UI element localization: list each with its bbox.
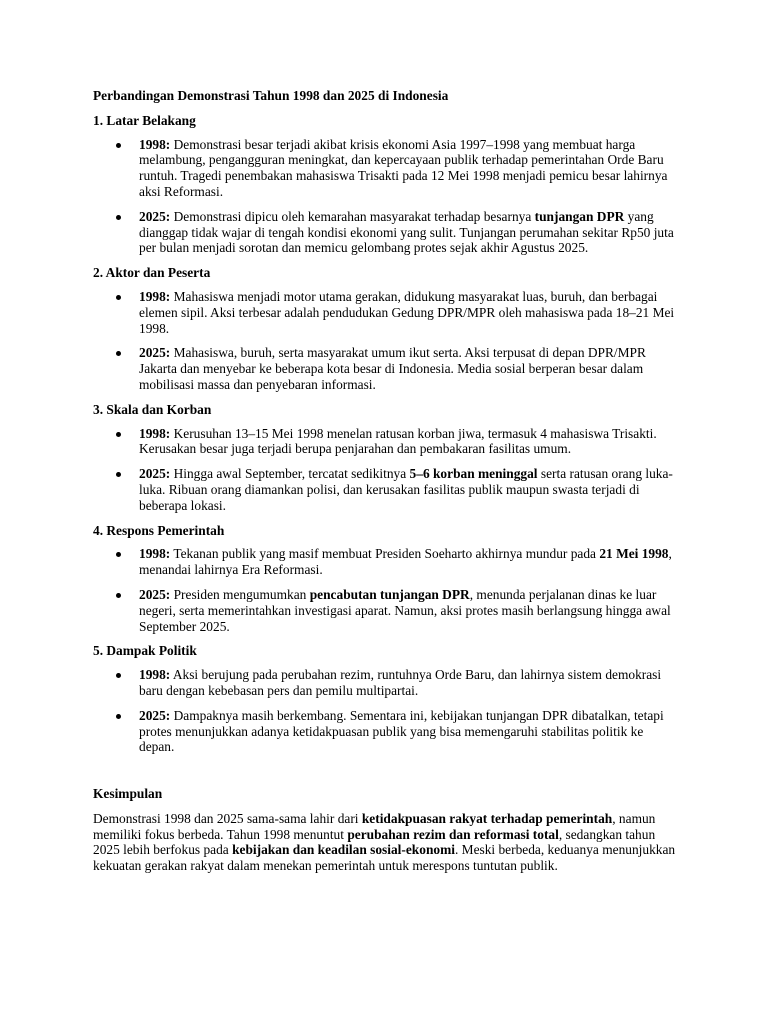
bullet-icon bbox=[116, 351, 121, 356]
bullet-item bbox=[93, 466, 678, 513]
text-run: Hingga awal September, tercatat sedikitnya bbox=[170, 466, 410, 482]
bullet-icon bbox=[116, 714, 121, 719]
text-run: . Meski berbeda, keduanya menunjukkan kekuatan gerakan rakyat dalam menekan pemerintah untuk merespons tuntutan publik. bbox=[93, 842, 676, 874]
bullet-list bbox=[93, 667, 678, 755]
bold-text-run: kebijakan dan keadilan sosial-ekonomi bbox=[232, 842, 455, 858]
text-run: , sedangkan tahun 2025 lebih berfokus pada bbox=[93, 826, 656, 858]
bullet-item bbox=[93, 546, 678, 578]
text-run: Demonstrasi 1998 dan 2025 sama-sama lahir dari bbox=[93, 810, 362, 826]
bullet-item bbox=[93, 289, 678, 336]
text-run: Dampaknya masih berkembang. Sementara ini, kebijakan tunjangan DPR dibatalkan, tetapi protes menunjukkan adanya ketidakpuasan publik yang bisa memengaruhi stabilitas politik ke depan. bbox=[139, 707, 664, 755]
bullet-item bbox=[93, 426, 678, 458]
year-label: 2025: bbox=[139, 345, 171, 361]
bullet-item bbox=[93, 137, 678, 200]
text-run: serta ratusan orang luka-luka. Ribuan orang diamankan polisi, dan kerusakan fasilitas publik maupun swasta terjadi di beberapa lokasi. bbox=[139, 466, 673, 513]
text-run: Tekanan publik yang masif membuat Presiden Soeharto akhirnya mundur pada bbox=[170, 546, 600, 562]
bullet-icon bbox=[116, 432, 121, 437]
text-run: Demonstrasi dipicu oleh kemarahan masyarakat terhadap besarnya bbox=[170, 208, 535, 224]
bold-text-run: 21 Mei 1998 bbox=[599, 546, 669, 562]
bullet-icon bbox=[116, 472, 121, 477]
document-page bbox=[93, 88, 678, 874]
bullet-icon bbox=[116, 143, 121, 148]
text-run: , menunda perjalanan dinas ke luar negeri, serta memerintahkan investigasi aparat. Namun, aksi protes masih berlangsung hingga awal September 2025. bbox=[139, 586, 671, 634]
bullet-item bbox=[93, 209, 678, 256]
year-label: 2025: bbox=[139, 707, 171, 723]
year-label: 2025: bbox=[139, 208, 171, 224]
section-heading: 5. Dampak Politik bbox=[93, 643, 197, 659]
year-label: 1998: bbox=[139, 546, 171, 562]
text-run: Mahasiswa menjadi motor utama gerakan, didukung masyarakat luas, buruh, dan berbagai elemen sipil. Aksi terbesar adalah pendudukan Gedung DPR/MPR oleh mahasiswa pada 18–21 Mei 1998. bbox=[139, 288, 675, 336]
spacer bbox=[93, 764, 678, 786]
section bbox=[93, 523, 678, 635]
bullet-item bbox=[93, 345, 678, 392]
bold-text-run: ketidakpuasan rakyat terhadap pemerintah bbox=[361, 810, 613, 826]
document-title: Perbandingan Demonstrasi Tahun 1998 dan 2025 di Indonesia bbox=[93, 88, 449, 103]
text-run: yang dianggap tidak wajar di tengah kondisi ekonomi yang sulit. Tunjangan perumahan sekitar Rp50 juta per bulan menjadi sorotan dan memicu gelombang protes sejak akhir Agustus 2025. bbox=[139, 208, 674, 256]
bold-text-run: tunjangan DPR bbox=[534, 208, 625, 224]
conclusion-text bbox=[93, 811, 678, 874]
year-label: 1998: bbox=[139, 288, 171, 304]
bold-text-run: 5–6 korban meninggal bbox=[409, 466, 538, 482]
bullet-item bbox=[93, 708, 678, 755]
section bbox=[93, 265, 678, 393]
bullet-list bbox=[93, 426, 678, 514]
conclusion-heading: Kesimpulan bbox=[93, 786, 163, 802]
bullet-icon bbox=[116, 295, 121, 300]
text-run: Mahasiswa, buruh, serta masyarakat umum ikut serta. Aksi terpusat di depan DPR/MPR Jakarta dan menyebar ke beberapa kota besar di Indonesia. Media sosial berperan besar dalam mobilisasi massa dan penyebaran informasi. bbox=[139, 345, 646, 392]
year-label: 1998: bbox=[139, 136, 171, 152]
year-label: 1998: bbox=[139, 425, 171, 441]
bold-text-run: perubahan rezim dan reformasi total bbox=[347, 826, 559, 842]
section bbox=[93, 643, 678, 755]
year-label: 2025: bbox=[139, 466, 171, 482]
bullet-icon bbox=[116, 215, 121, 220]
text-run: Presiden mengumumkan bbox=[170, 586, 310, 602]
bullet-icon bbox=[116, 593, 121, 598]
bullet-item bbox=[93, 667, 678, 699]
text-run: Aksi berujung pada perubahan rezim, runtuhnya Orde Baru, dan lahirnya sistem demokrasi baru dengan kebebasan pers dan pemilu multipartai. bbox=[139, 667, 662, 698]
text-run: , namun memiliki fokus berbeda. Tahun 1998 menuntut bbox=[93, 810, 656, 842]
sections-container bbox=[93, 113, 678, 755]
section-heading: 1. Latar Belakang bbox=[93, 112, 196, 128]
bullet-list bbox=[93, 289, 678, 393]
section bbox=[93, 113, 678, 256]
bold-text-run: pencabutan tunjangan DPR bbox=[309, 586, 470, 602]
year-label: 1998: bbox=[139, 667, 171, 683]
section-heading: 3. Skala dan Korban bbox=[93, 401, 212, 417]
text-run: Kerusuhan 13–15 Mei 1998 menelan ratusan korban jiwa, termasuk 4 mahasiswa Trisakti. Kerusakan besar juga terjadi berupa penjarahan dan pembakaran fasilitas umum. bbox=[139, 425, 657, 457]
bullet-list bbox=[93, 137, 678, 257]
text-run: Demonstrasi besar terjadi akibat krisis ekonomi Asia 1997–1998 yang membuat harga melambung, pengangguran meningkat, dan kepercayaan publik terhadap pemerintahan Orde Baru runtuh. Tragedi penembakan mahasiswa Trisakti pada 12 Mei 1998 menjadi pemicu besar lahirnya aksi Reformasi. bbox=[139, 136, 668, 199]
section-heading: 2. Aktor dan Peserta bbox=[93, 265, 211, 281]
section-heading: 4. Respons Pemerintah bbox=[93, 522, 225, 538]
bullet-list bbox=[93, 546, 678, 634]
text-run: , menandai lahirnya Era Reformasi. bbox=[139, 546, 672, 578]
bullet-item bbox=[93, 587, 678, 634]
section bbox=[93, 402, 678, 514]
bullet-icon bbox=[116, 673, 121, 678]
year-label: 2025: bbox=[139, 586, 171, 602]
bullet-icon bbox=[116, 552, 121, 557]
